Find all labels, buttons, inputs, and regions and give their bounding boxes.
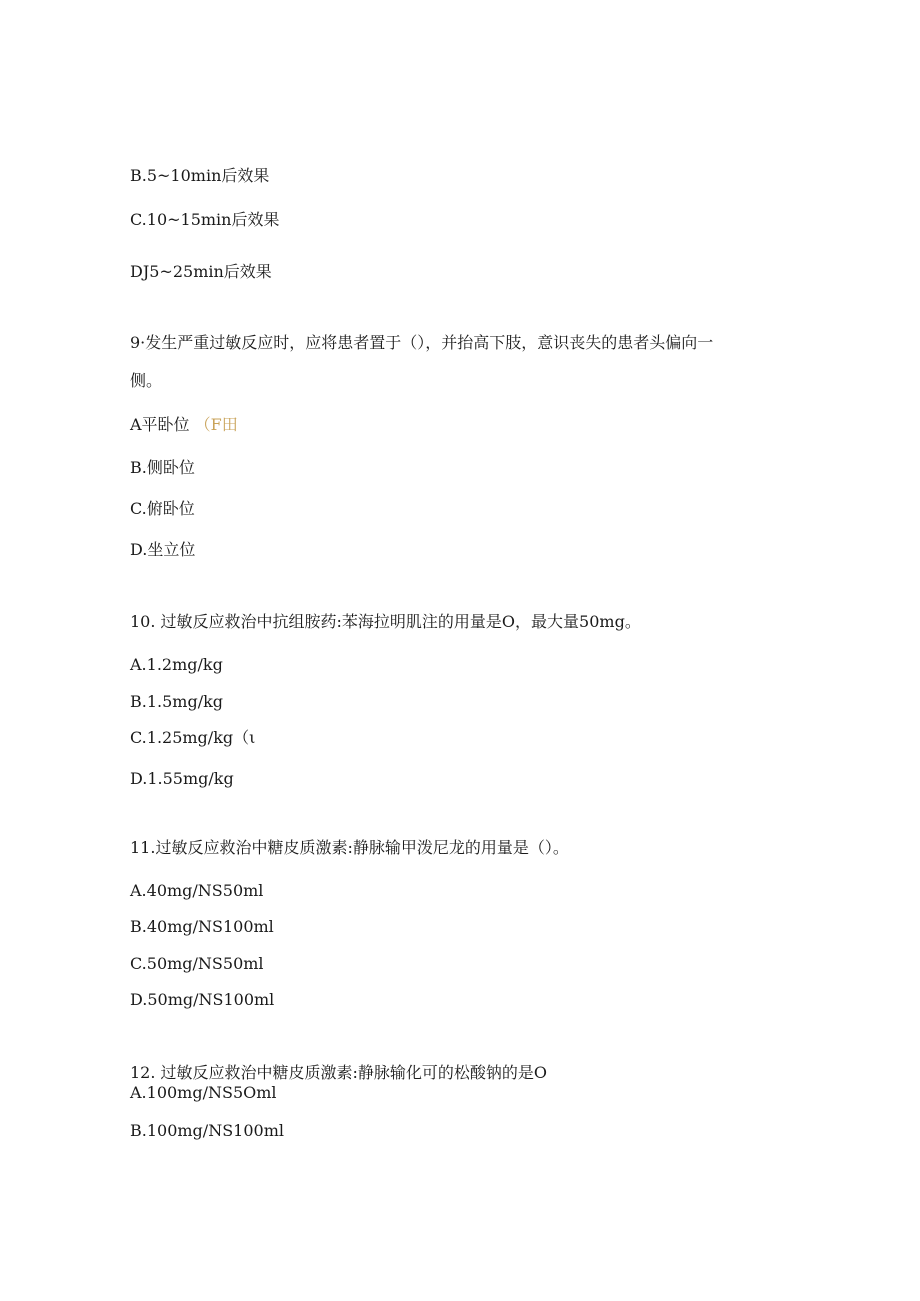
q10-option-d: D.1.55mg/kg (130, 769, 234, 788)
q11-option-d: D.50mg/NS100ml (130, 990, 275, 1009)
q12-question: 12. 过敏反应救治中糖皮质激素:静脉输化可的松酸钠的是O (130, 1063, 548, 1082)
q9-option-c: C.俯卧位 (130, 499, 195, 518)
q10-option-c: C.1.25mg/kg（ι (130, 728, 256, 747)
q11-option-c: C.50mg/NS50ml (130, 954, 264, 973)
q10-option-a: A.1.2mg/kg (130, 655, 223, 674)
q9-question-line2: 侧。 (130, 371, 163, 390)
q9-option-a-mark: （F田 (194, 415, 238, 434)
q11-option-b: B.40mg/NS100ml (130, 917, 274, 936)
q10-option-b: B.1.5mg/kg (130, 692, 224, 711)
q8-option-c: C.10~15min后效果 (130, 210, 280, 229)
q8-option-b: B.5~10min后效果 (130, 166, 270, 185)
q12-option-b: B.100mg/NS100ml (130, 1121, 284, 1140)
q9-question-line1: 9·发生严重过敏反应时，应将患者置于（），并抬高下肢，意识丧失的患者头偏向一 (130, 333, 714, 352)
q9-option-a (130, 415, 238, 435)
q9-option-b: B.侧卧位 (130, 458, 195, 477)
q8-option-d: DJ5~25min后效果 (130, 262, 272, 281)
q10-question: 10. 过敏反应救治中抗组胺药:苯海拉明肌注的用量是O，最大量50mg。 (130, 612, 641, 631)
q9-option-d: D.坐立位 (130, 540, 196, 559)
q11-question: 11.过敏反应救治中糖皮质激素:静脉输甲泼尼龙的用量是（）。 (130, 838, 569, 857)
q9-option-a-text: A平卧位 (130, 415, 190, 434)
q12-option-a: A.100mg/NS5Oml (130, 1083, 277, 1102)
q11-option-a: A.40mg/NS50ml (130, 881, 264, 900)
